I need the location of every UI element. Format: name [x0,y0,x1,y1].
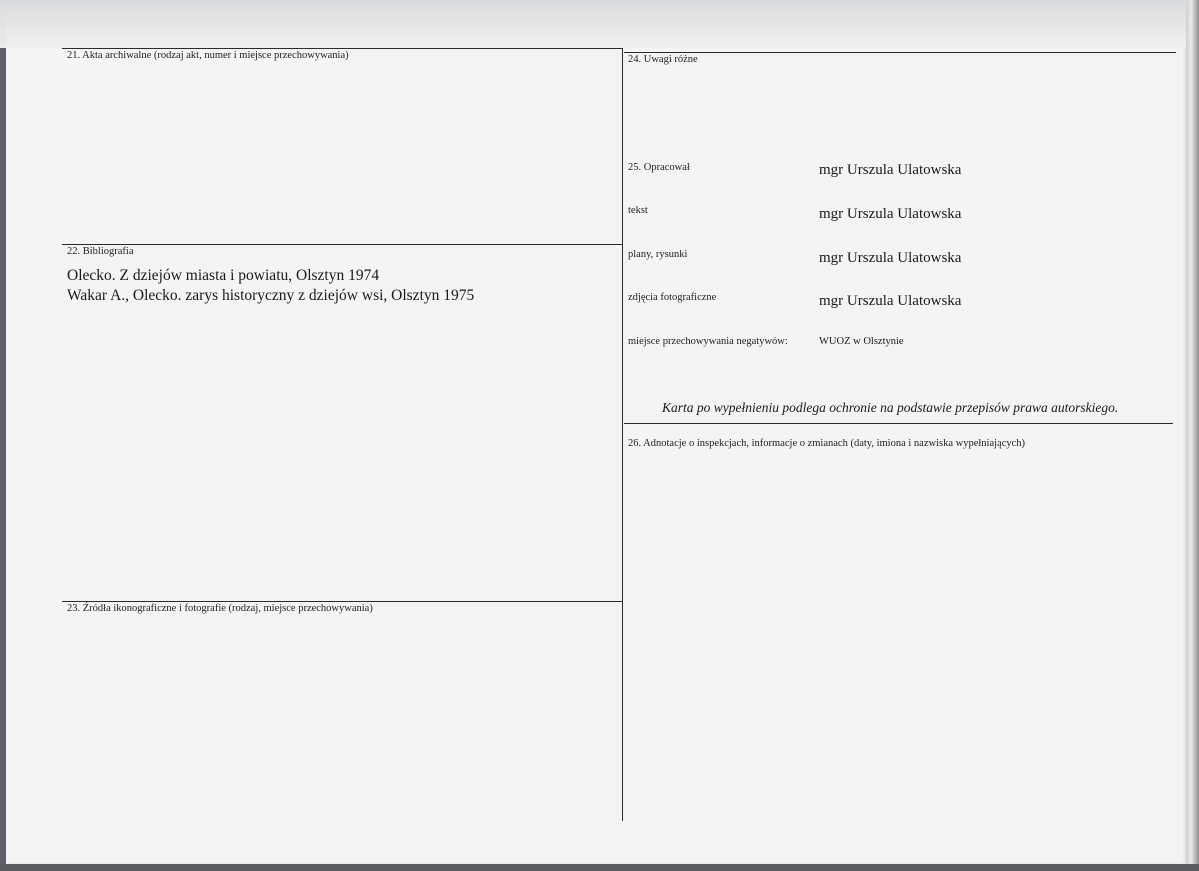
archive-card-sheet [6,8,1186,864]
negatives-label: miejsce przechowywania negatywów: [628,336,788,347]
photos-author-value: mgr Urszula Ulatowska [819,293,962,309]
text-label: tekst [628,205,648,216]
plans-author-value: mgr Urszula Ulatowska [819,250,962,266]
section-23-label: 23. Źródła ikonograficzne i fotografie (rodzaj, miejsce przechowywania) [67,603,373,614]
divider-top-left [62,48,622,49]
divider-section-22 [62,244,622,245]
divider-top-right [624,52,1176,53]
section-22-label: 22. Bibliografia [67,246,134,257]
negatives-value: WUOZ w Olsztynie [819,336,904,347]
plans-label: plany, rysunki [628,249,688,260]
sheet-shading [6,8,1186,48]
divider-section-26 [624,423,1173,424]
section-21-label: 21. Akta archiwalne (rodzaj akt, numer i miejsce przechowywania) [67,50,349,61]
sheet-bottom-edge [0,864,1199,871]
photos-label: zdjęcia fotograficzne [628,292,717,303]
bibliography-entry: Olecko. Z dziejów miasta i powiatu, Olsztyn 1974 [67,267,380,284]
bibliography-entry: Wakar A., Olecko. zarys historyczny z dziejów wsi, Olsztyn 1975 [67,287,475,304]
author-value: mgr Urszula Ulatowska [819,162,962,178]
sheet-right-edge [1186,0,1199,871]
divider-vertical-center [622,48,623,821]
bibliography-list [67,266,474,306]
divider-section-23 [62,601,622,602]
section-25-label: 25. Opracował [628,162,690,173]
text-author-value: mgr Urszula Ulatowska [819,206,962,222]
section-26-label: 26. Adnotacje o inspekcjach, informacje o zmianach (daty, imiona i nazwiska wypełniających) [628,438,1026,449]
section-24-label: 24. Uwagi różne [628,54,698,65]
copyright-notice: Karta po wypełnieniu podlega ochronie na podstawie przepisów prawa autorskiego. [662,400,1119,415]
